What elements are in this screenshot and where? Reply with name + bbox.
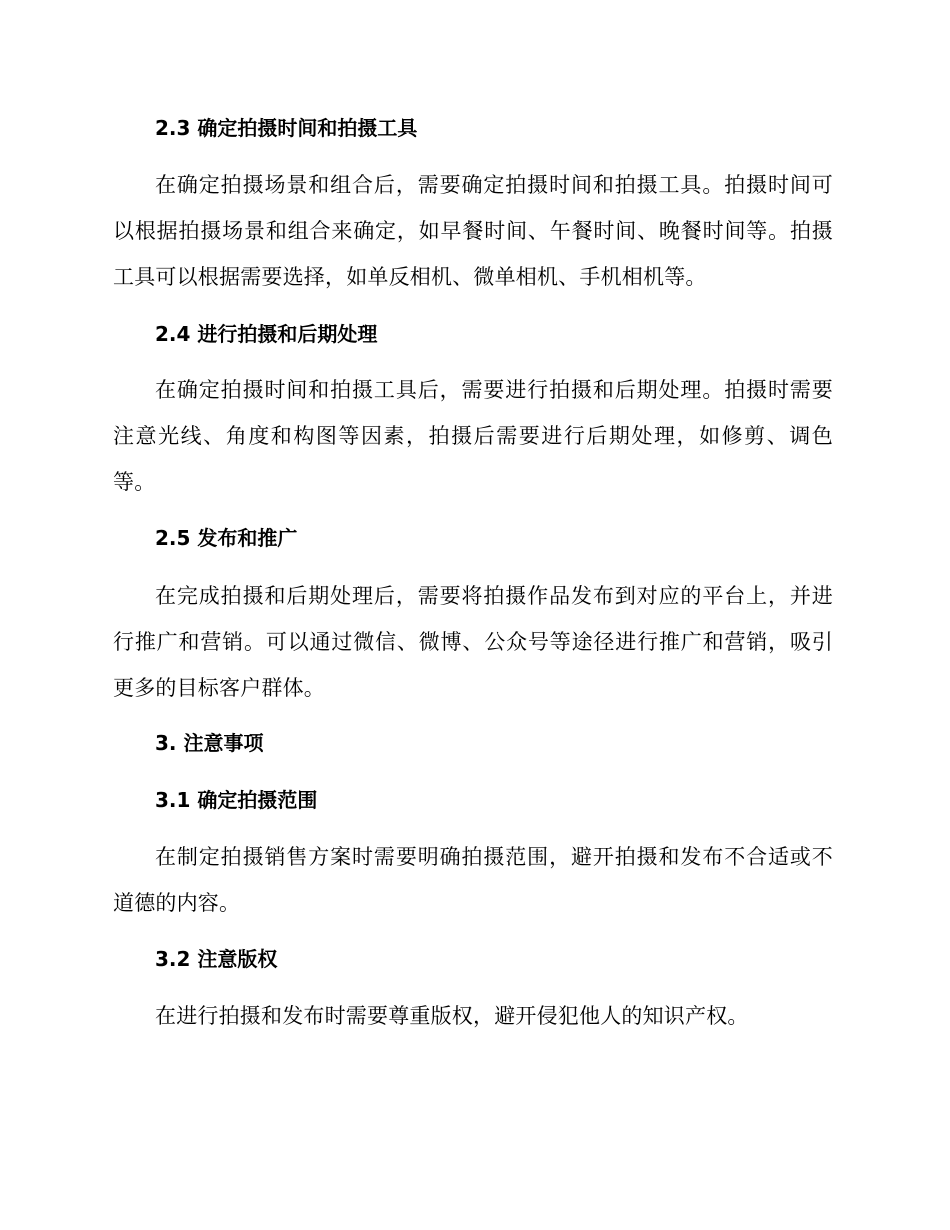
section-heading-2-3: 2.3 确定拍摄时间和拍摄工具 bbox=[155, 116, 418, 140]
section-heading-3: 3. 注意事项 bbox=[155, 731, 264, 755]
section-paragraph-2-5: 在完成拍摄和后期处理后，需要将拍摄作品发布到对应的平台上，并进行推广和营销。可以通过微信、微博、公众号等途径进行推广和营销，吸引更多的目标客户群体。 bbox=[113, 584, 833, 700]
section-heading-3-2: 3.2 注意版权 bbox=[155, 947, 278, 971]
section-paragraph-2-4: 在确定拍摄时间和拍摄工具后，需要进行拍摄和后期处理。拍摄时需要注意光线、角度和构图等因素，拍摄后需要进行后期处理，如修剪、调色等。 bbox=[113, 378, 833, 494]
section-paragraph-2-3: 在确定拍摄场景和组合后，需要确定拍摄时间和拍摄工具。拍摄时间可以根据拍摄场景和组合来确定，如早餐时间、午餐时间、晚餐时间等。拍摄工具可以根据需要选择，如单反相机、微单相机、手机相机等。 bbox=[113, 173, 833, 289]
section-heading-2-4: 2.4 进行拍摄和后期处理 bbox=[155, 322, 378, 346]
section-heading-2-5: 2.5 发布和推广 bbox=[155, 526, 298, 550]
section-paragraph-3-2: 在进行拍摄和发布时需要尊重版权，避开侵犯他人的知识产权。 bbox=[155, 1004, 749, 1028]
section-heading-3-1: 3.1 确定拍摄范围 bbox=[155, 788, 318, 812]
section-paragraph-3-1: 在制定拍摄销售方案时需要明确拍摄范围，避开拍摄和发布不合适或不道德的内容。 bbox=[113, 845, 833, 915]
